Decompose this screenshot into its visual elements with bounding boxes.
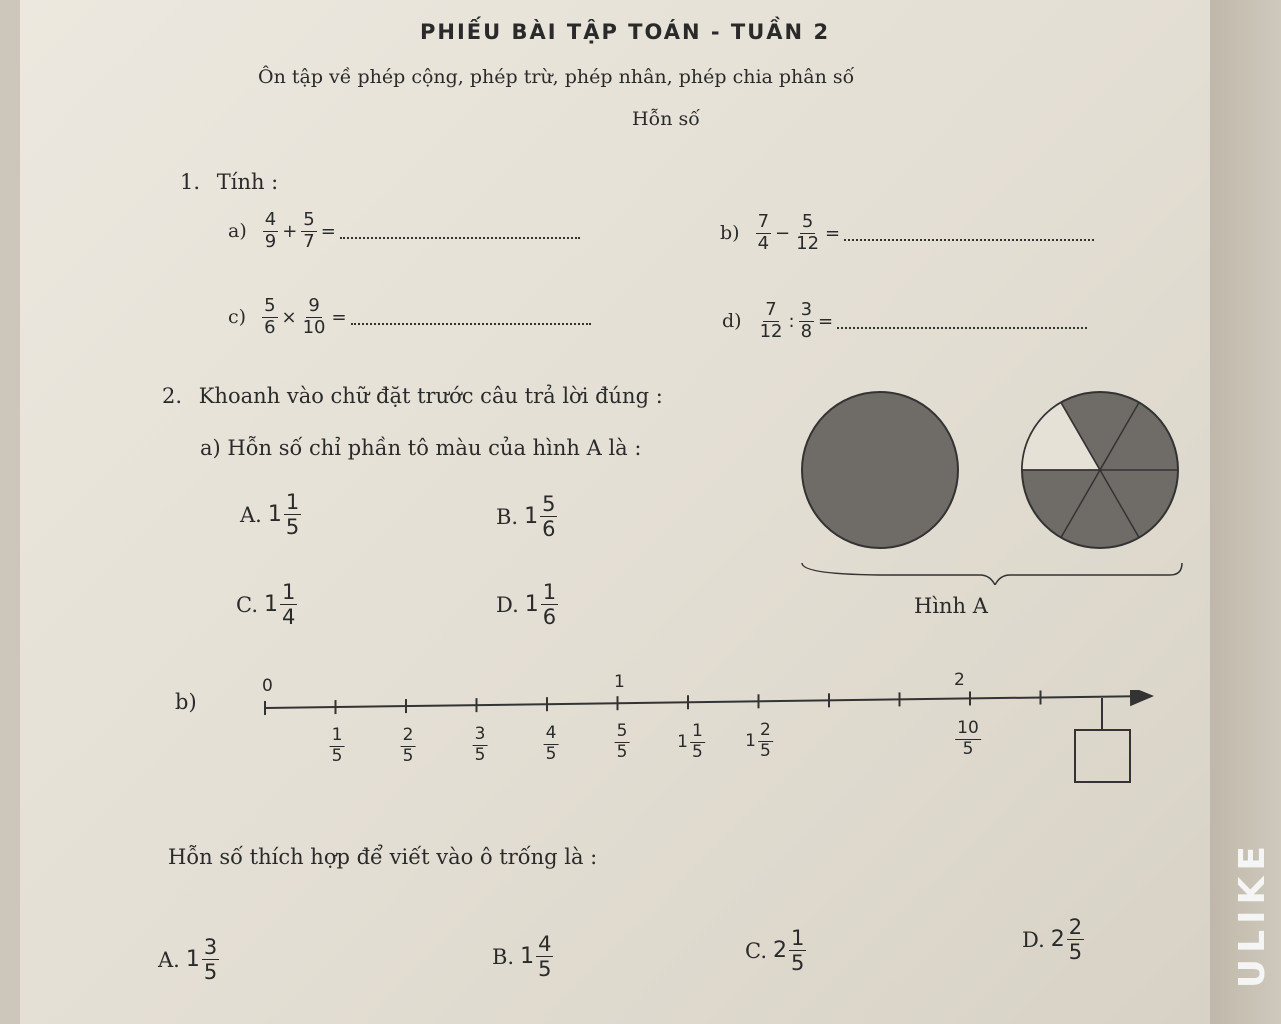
denominator: 5 bbox=[331, 745, 343, 766]
q1-item-letter: b) bbox=[720, 222, 740, 245]
denominator: 6 bbox=[542, 605, 557, 630]
q2b-choice-c[interactable] bbox=[745, 926, 808, 975]
choice-letter: C. bbox=[236, 592, 258, 617]
numerator: 4 bbox=[264, 209, 277, 230]
q1-item-letter: d) bbox=[722, 310, 742, 333]
q1-item-d bbox=[722, 300, 1087, 342]
choice-letter: D. bbox=[496, 592, 519, 617]
equals-sign: = bbox=[825, 222, 841, 244]
choice-letter: B. bbox=[492, 944, 515, 969]
equals-sign: = bbox=[818, 310, 834, 332]
numerator: 9 bbox=[308, 295, 320, 316]
answer-blank[interactable] bbox=[837, 313, 1087, 329]
fraction bbox=[301, 210, 316, 252]
whole-part: 1 bbox=[677, 732, 688, 753]
numerator: 5 bbox=[801, 211, 814, 232]
choice-letter: A. bbox=[158, 947, 180, 972]
q2a-choice-c[interactable] bbox=[236, 580, 299, 629]
denominator: 10 bbox=[302, 316, 326, 338]
denominator: 7 bbox=[303, 230, 315, 252]
denominator: 5 bbox=[402, 745, 414, 766]
whole-part: 1 bbox=[524, 504, 539, 530]
worksheet-topic: Hỗn số bbox=[632, 108, 700, 130]
operator: − bbox=[775, 222, 791, 244]
q2a-prompt: a) Hỗn số chỉ phần tô màu của hình A là : bbox=[200, 436, 642, 460]
fraction bbox=[758, 300, 785, 342]
fraction bbox=[794, 212, 821, 254]
denominator: 5 bbox=[616, 741, 628, 762]
numerator: 1 bbox=[542, 580, 557, 604]
q2b-letter: b) bbox=[175, 690, 197, 714]
q2a-choice-a[interactable] bbox=[240, 490, 303, 539]
q1-heading bbox=[180, 170, 278, 194]
fraction bbox=[202, 935, 219, 984]
tick-mixed-number bbox=[677, 722, 707, 762]
axis-label-zero: 0 bbox=[262, 676, 273, 696]
whole-part: 1 bbox=[745, 731, 756, 752]
axis-label-one: 1 bbox=[614, 672, 625, 692]
fraction bbox=[756, 212, 771, 254]
choice-letter: A. bbox=[240, 502, 262, 527]
numerator: 2 bbox=[1068, 915, 1083, 939]
numerator: 1 bbox=[285, 490, 300, 514]
whole-part: 1 bbox=[520, 944, 535, 970]
denominator: 5 bbox=[692, 741, 703, 762]
whole-part: 1 bbox=[185, 947, 200, 973]
q1-item-letter: c) bbox=[228, 306, 247, 329]
numerator: 4 bbox=[538, 932, 552, 956]
worksheet-title: PHIẾU BÀI TẬP TOÁN - TUẦN 2 bbox=[420, 20, 831, 44]
tick-fraction bbox=[471, 725, 490, 765]
q2-label: Khoanh vào chữ đặt trước câu trả lời đúng : bbox=[198, 384, 663, 408]
fraction bbox=[263, 210, 278, 252]
tick-mixed-number bbox=[745, 721, 775, 761]
worksheet-subtitle: Ôn tập về phép cộng, phép trừ, phép nhân, phép chia phân số bbox=[258, 66, 855, 88]
whole-part: 1 bbox=[267, 502, 282, 528]
tick-fraction bbox=[328, 726, 347, 766]
q2-number: 2. bbox=[162, 384, 183, 408]
tick-fraction bbox=[542, 724, 561, 764]
fraction bbox=[284, 490, 301, 539]
answer-blank[interactable] bbox=[351, 309, 591, 325]
q2a-choice-d[interactable] bbox=[496, 580, 560, 629]
q1-label: Tính : bbox=[216, 170, 279, 194]
denominator: 5 bbox=[545, 743, 557, 764]
q2b-choice-d[interactable] bbox=[1022, 915, 1086, 964]
denominator: 6 bbox=[264, 316, 276, 338]
watermark: ULIKE bbox=[1232, 840, 1273, 989]
denominator: 8 bbox=[800, 320, 813, 342]
numerator: 7 bbox=[765, 299, 777, 320]
whole-part: 2 bbox=[1050, 927, 1065, 953]
q2b-choice-b[interactable] bbox=[492, 932, 555, 981]
numerator: 10 bbox=[957, 718, 979, 738]
denominator: 5 bbox=[203, 960, 218, 985]
numerator: 2 bbox=[402, 725, 414, 745]
q1-item-b bbox=[720, 212, 1094, 254]
denominator: 5 bbox=[1068, 940, 1083, 965]
fraction bbox=[799, 300, 814, 342]
fraction bbox=[301, 296, 328, 338]
denominator: 12 bbox=[759, 320, 783, 342]
denominator: 5 bbox=[791, 951, 805, 976]
q1-item-c bbox=[228, 296, 591, 338]
denominator: 5 bbox=[760, 740, 771, 761]
whole-part: 1 bbox=[264, 592, 278, 618]
whole-part: 2 bbox=[773, 938, 787, 964]
numerator: 3 bbox=[203, 935, 218, 959]
numerator: 5 bbox=[542, 492, 556, 516]
numerator: 3 bbox=[474, 724, 486, 744]
axis-line bbox=[265, 696, 1150, 708]
tick-fraction bbox=[399, 726, 418, 766]
full-shaded-circle bbox=[802, 392, 958, 548]
q2-heading bbox=[162, 384, 663, 408]
q1-item-a bbox=[228, 210, 580, 252]
q2a-choice-b[interactable] bbox=[496, 492, 559, 541]
answer-blank[interactable] bbox=[844, 225, 1094, 241]
q2b-choice-a[interactable] bbox=[158, 935, 221, 984]
fraction bbox=[541, 580, 558, 629]
numerator: 4 bbox=[545, 723, 557, 743]
denominator: 5 bbox=[285, 515, 300, 540]
choice-letter: C. bbox=[745, 938, 767, 963]
number-line bbox=[255, 690, 1165, 790]
operator: + bbox=[282, 220, 298, 242]
fraction bbox=[280, 580, 297, 629]
fraction bbox=[789, 926, 806, 975]
denominator: 5 bbox=[474, 744, 486, 765]
denominator: 5 bbox=[962, 738, 974, 759]
tick-fraction bbox=[953, 719, 983, 759]
figure-a bbox=[790, 385, 1190, 585]
q1-item-letter: a) bbox=[228, 220, 247, 243]
numerator: 1 bbox=[331, 725, 343, 745]
operator: × bbox=[281, 306, 297, 328]
numerator: 2 bbox=[760, 720, 771, 740]
axis-label-two: 2 bbox=[954, 670, 965, 690]
denominator: 5 bbox=[538, 957, 552, 982]
numerator: 5 bbox=[264, 295, 276, 316]
answer-box[interactable] bbox=[1075, 730, 1130, 782]
numerator: 1 bbox=[791, 926, 805, 950]
fraction bbox=[262, 296, 277, 338]
choice-letter: D. bbox=[1022, 927, 1045, 952]
whole-part: 1 bbox=[524, 592, 539, 618]
numerator: 5 bbox=[303, 209, 315, 230]
denominator: 6 bbox=[542, 517, 556, 542]
partial-circle bbox=[1022, 392, 1178, 548]
numerator: 7 bbox=[757, 211, 770, 232]
equals-sign: = bbox=[320, 220, 336, 242]
numerator: 1 bbox=[692, 721, 703, 741]
figure-a-label: Hình A bbox=[914, 594, 988, 618]
fraction bbox=[1067, 915, 1084, 964]
brace bbox=[802, 563, 1182, 585]
choice-letter: B. bbox=[496, 504, 519, 529]
equals-sign: = bbox=[331, 306, 347, 328]
numerator: 3 bbox=[800, 299, 813, 320]
q1-number: 1. bbox=[180, 170, 201, 194]
numerator: 5 bbox=[616, 721, 628, 741]
operator: : bbox=[788, 310, 795, 332]
tick-fraction bbox=[613, 722, 632, 762]
denominator: 12 bbox=[796, 232, 820, 254]
fraction bbox=[540, 492, 557, 541]
answer-blank[interactable] bbox=[340, 223, 580, 239]
denominator: 4 bbox=[282, 605, 296, 630]
fraction bbox=[536, 932, 553, 981]
denominator: 4 bbox=[757, 232, 770, 254]
q2b-prompt: Hỗn số thích hợp để viết vào ô trống là : bbox=[168, 845, 598, 869]
numerator: 1 bbox=[282, 580, 296, 604]
denominator: 9 bbox=[264, 230, 277, 252]
